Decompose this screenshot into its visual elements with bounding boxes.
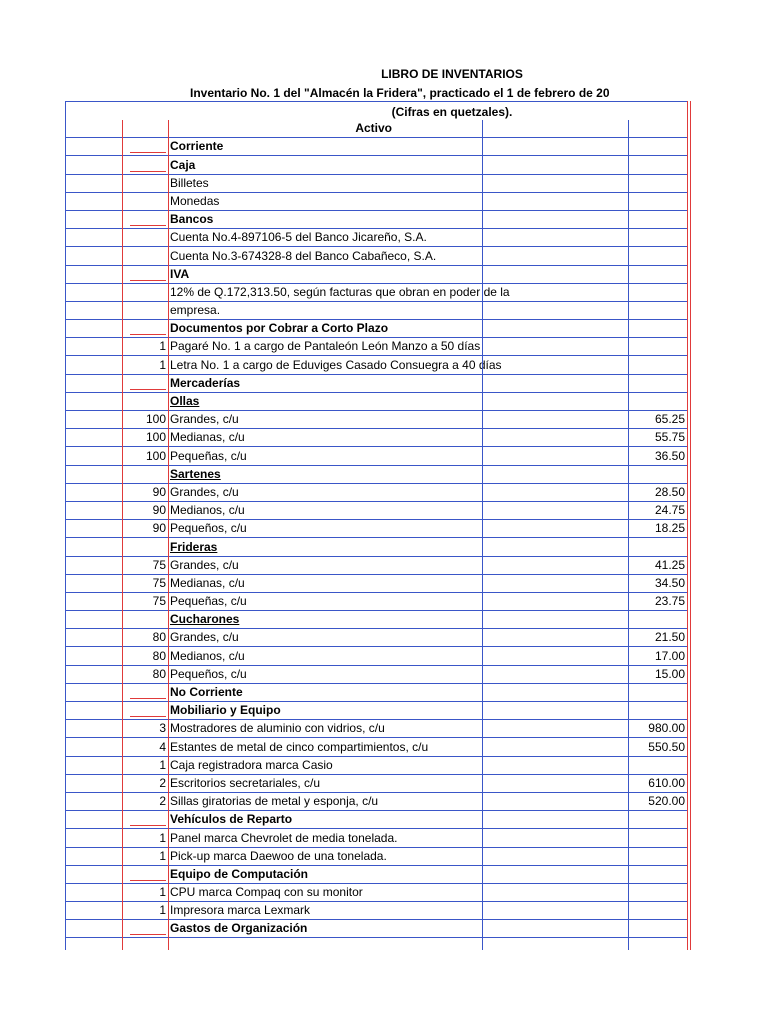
unit-price-cell: 550.50 — [628, 738, 687, 756]
unit-price-cell: 55.75 — [628, 429, 687, 447]
description-cell: Letra No. 1 a cargo de Eduviges Casado Consuegra a 40 días — [168, 356, 482, 374]
description-cell: Impresora marca Lexmark — [168, 902, 482, 920]
quantity-cell: 3 — [122, 720, 168, 738]
quantity-cell: 100 — [122, 411, 168, 429]
description-cell: Frideras — [168, 538, 482, 556]
quantity-cell: 1 — [122, 756, 168, 774]
quantity-cell: 90 — [122, 520, 168, 538]
description-cell: Sillas giratorias de metal y esponja, c/u — [168, 792, 482, 810]
quantity-cell: 2 — [122, 792, 168, 810]
unit-price-cell: 28.50 — [628, 483, 687, 501]
description-cell: Caja — [168, 156, 482, 174]
inventory-subtitle: Inventario No. 1 del "Almacén la Fridera", practicado el 1 de febrero de 20 — [190, 86, 610, 100]
description-cell: Pick-up marca Daewoo de una tonelada. — [168, 847, 482, 865]
quantity-cell: 100 — [122, 447, 168, 465]
description-cell: Grandes, c/u — [168, 411, 482, 429]
description-cell: Grandes, c/u — [168, 556, 482, 574]
description-cell: Vehículos de Reparto — [168, 811, 482, 829]
unit-price-cell: 15.00 — [628, 665, 687, 683]
unit-price-cell: 18.25 — [628, 520, 687, 538]
quantity-cell: 80 — [122, 629, 168, 647]
description-cell: Estantes de metal de cinco compartimientos, c/u — [168, 738, 482, 756]
description-cell: empresa. — [168, 301, 482, 319]
description-cell: Monedas — [168, 192, 482, 210]
quantity-cell: 1 — [122, 356, 168, 374]
description-cell: Pequeños, c/u — [168, 665, 482, 683]
quantity-cell: 1 — [122, 883, 168, 901]
description-cell: Pequeños, c/u — [168, 520, 482, 538]
sheet-left-border — [65, 101, 688, 950]
quantity-cell: 1 — [122, 829, 168, 847]
description-cell: Mercaderías — [168, 374, 482, 392]
quantity-cell: 90 — [122, 501, 168, 519]
quantity-cell: 75 — [122, 592, 168, 610]
unit-price-cell: 36.50 — [628, 447, 687, 465]
description-cell: Billetes — [168, 174, 482, 192]
description-cell: Escritorios secretariales, c/u — [168, 774, 482, 792]
quantity-cell: 4 — [122, 738, 168, 756]
quantity-cell: 90 — [122, 483, 168, 501]
book-title: LIBRO DE INVENTARIOS — [381, 67, 523, 81]
description-cell: Medianas, c/u — [168, 429, 482, 447]
description-cell: CPU marca Compaq con su monitor — [168, 883, 482, 901]
unit-price-cell: 23.75 — [628, 592, 687, 610]
description-cell: Panel marca Chevrolet de media tonelada. — [168, 829, 482, 847]
description-cell: Activo — [168, 120, 482, 138]
description-cell: Equipo de Computación — [168, 865, 482, 883]
description-cell: Pagaré No. 1 a cargo de Pantaleón León Manzo a 50 días — [168, 338, 482, 356]
description-cell: Documentos por Cobrar a Corto Plazo — [168, 320, 482, 338]
quantity-cell: 80 — [122, 647, 168, 665]
quantity-cell: 80 — [122, 665, 168, 683]
unit-price-cell: 34.50 — [628, 574, 687, 592]
sheet-right-border — [690, 101, 691, 950]
unit-price-cell: 980.00 — [628, 720, 687, 738]
currency-note: (Cifras en quetzales). — [391, 105, 513, 119]
unit-price-cell: 65.25 — [628, 411, 687, 429]
quantity-cell: 2 — [122, 774, 168, 792]
quantity-cell: 1 — [122, 847, 168, 865]
quantity-cell: 1 — [122, 338, 168, 356]
quantity-cell: 75 — [122, 556, 168, 574]
description-cell: Mobiliario y Equipo — [168, 702, 482, 720]
description-cell: Cuenta No.3-674328-8 del Banco Cabañeco, S.A. — [168, 247, 482, 265]
quantity-cell: 100 — [122, 429, 168, 447]
description-cell: No Corriente — [168, 683, 482, 701]
description-cell: Mostradores de aluminio con vidrios, c/u — [168, 720, 482, 738]
description-cell: Sartenes — [168, 465, 482, 483]
unit-price-cell: 21.50 — [628, 629, 687, 647]
description-cell: Corriente — [168, 138, 482, 156]
description-cell: Ollas — [168, 392, 482, 410]
description-cell: Medianos, c/u — [168, 501, 482, 519]
description-cell: Gastos de Organización — [168, 920, 482, 938]
unit-price-cell: 41.25 — [628, 556, 687, 574]
description-cell: Pequeñas, c/u — [168, 447, 482, 465]
description-cell: Caja registradora marca Casio — [168, 756, 482, 774]
description-cell: Pequeñas, c/u — [168, 592, 482, 610]
description-cell: Grandes, c/u — [168, 629, 482, 647]
description-cell: Medianos, c/u — [168, 647, 482, 665]
description-cell: Medianas, c/u — [168, 574, 482, 592]
description-cell: Cuenta No.4-897106-5 del Banco Jicareño, S.A. — [168, 229, 482, 247]
unit-price-cell: 17.00 — [628, 647, 687, 665]
unit-price-cell: 610.00 — [628, 774, 687, 792]
unit-price-cell: 520.00 — [628, 792, 687, 810]
unit-price-cell: 24.75 — [628, 501, 687, 519]
description-cell: Bancos — [168, 210, 482, 228]
description-cell: Grandes, c/u — [168, 483, 482, 501]
description-cell: 12% de Q.172,313.50, según facturas que obran en poder de la — [168, 283, 482, 301]
description-cell: Cucharones — [168, 611, 482, 629]
quantity-cell: 75 — [122, 574, 168, 592]
quantity-cell: 1 — [122, 902, 168, 920]
description-cell: IVA — [168, 265, 482, 283]
